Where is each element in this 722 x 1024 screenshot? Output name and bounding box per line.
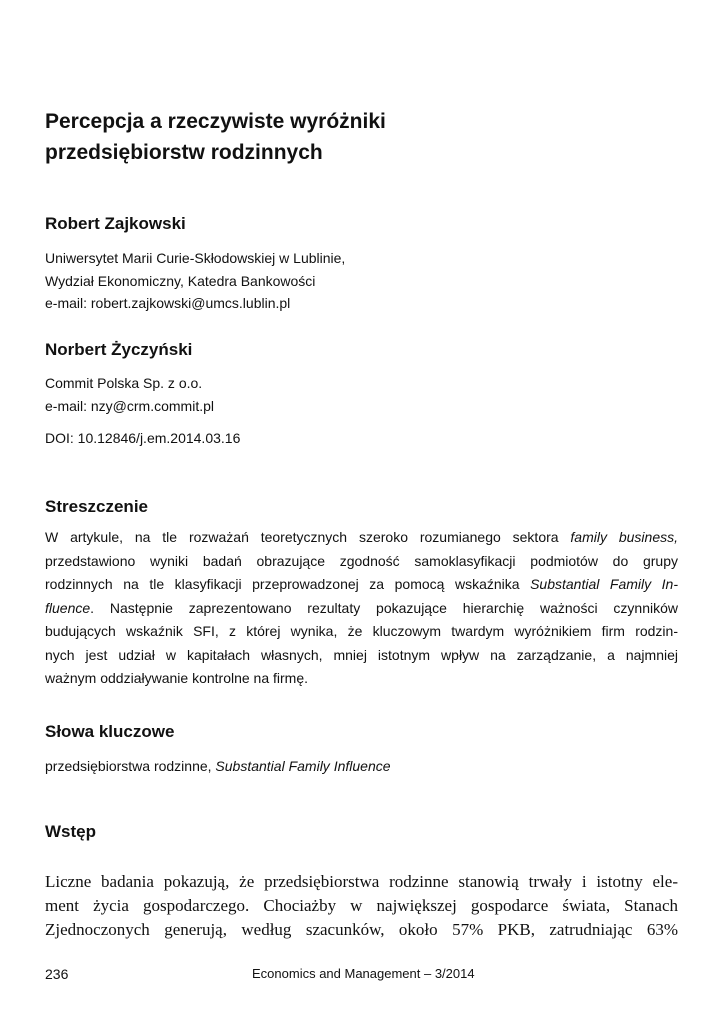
abstract-heading: Streszczenie — [45, 497, 148, 516]
intro-body — [45, 870, 678, 942]
abstract-italic: family business, — [570, 529, 678, 545]
abstract-line: budujących wskaźnik SFI, z której wynika, że kluczowym twardym wyróżnikiem firm rodzin- — [45, 623, 678, 639]
abstract-italic: Substantial Family In- — [530, 576, 679, 592]
abstract-italic: fluence — [45, 599, 91, 616]
abstract-line — [45, 573, 678, 597]
abstract-body — [45, 526, 678, 691]
author-email: e-mail: nzy@crm.commit.pl — [45, 397, 215, 414]
journal-name: Economics and Management – 3/2014 — [252, 966, 475, 981]
keywords-heading: Słowa kluczowe — [45, 722, 175, 741]
page-number: 236 — [45, 966, 69, 982]
author-name: Robert Zajkowski — [45, 214, 186, 233]
title-line: Percepcja a rzeczywiste wyróżniki — [45, 110, 386, 133]
abstract-line: nych jest udział w kapitałach własnych, mniej istotnym wpływ na zarządzanie, a najmniej — [45, 646, 678, 663]
affiliation-line: Commit Polska Sp. z o.o. — [45, 375, 203, 391]
abstract-text: rodzinnych na tle klasyfikacji przeprowadzonej za pomocą wskaźnika — [45, 576, 531, 592]
abstract-line — [45, 597, 678, 621]
abstract-line — [45, 526, 678, 550]
intro-line: Zjednoczonych generują, według szacunków, około 57% PKB, zatrudniając 63% — [45, 920, 678, 939]
keywords-italic: Substantial Family Influence — [215, 758, 391, 774]
keywords-text — [45, 755, 391, 777]
abstract-line: przedstawiono wyniki badań obrazujące zgodność samoklasyfikacji podmiotów do grupy — [45, 552, 678, 569]
title-line: przedsiębiorstw rodzinnych — [45, 141, 323, 164]
affiliation-line: Wydział Ekonomiczny, Katedra Bankowości — [45, 272, 316, 289]
affiliation-line: Uniwersytet Marii Curie-Skłodowskiej w Lublinie, — [45, 250, 346, 266]
author-affiliation — [45, 372, 214, 417]
intro-line: ment życia gospodarczego. Chociażby w największej gospodarce świata, Stanach — [45, 896, 678, 915]
article-title — [45, 106, 678, 168]
doi: DOI: 10.12846/j.em.2014.03.16 — [45, 430, 241, 446]
author-email: e-mail: robert.zajkowski@umcs.lublin.pl — [45, 295, 291, 311]
author-affiliation — [45, 247, 345, 315]
abstract-text: W artykule, na tle rozważań teoretycznych szeroko rozumianego sektora — [45, 529, 571, 545]
abstract-text: . Następnie zaprezentowano rezultaty pokazujące hierarchię ważności czynników — [90, 599, 678, 616]
intro-heading: Wstęp — [45, 822, 96, 841]
keywords-plain: przedsiębiorstwa rodzinne, — [45, 758, 216, 774]
intro-line: Liczne badania pokazują, że przedsiębiorstwa rodzinne stanowią trwały i istotny ele- — [45, 872, 678, 891]
abstract-line: ważnym oddziaływanie kontrolne na firmę. — [45, 670, 309, 686]
author-name: Norbert Życzyński — [45, 340, 193, 359]
